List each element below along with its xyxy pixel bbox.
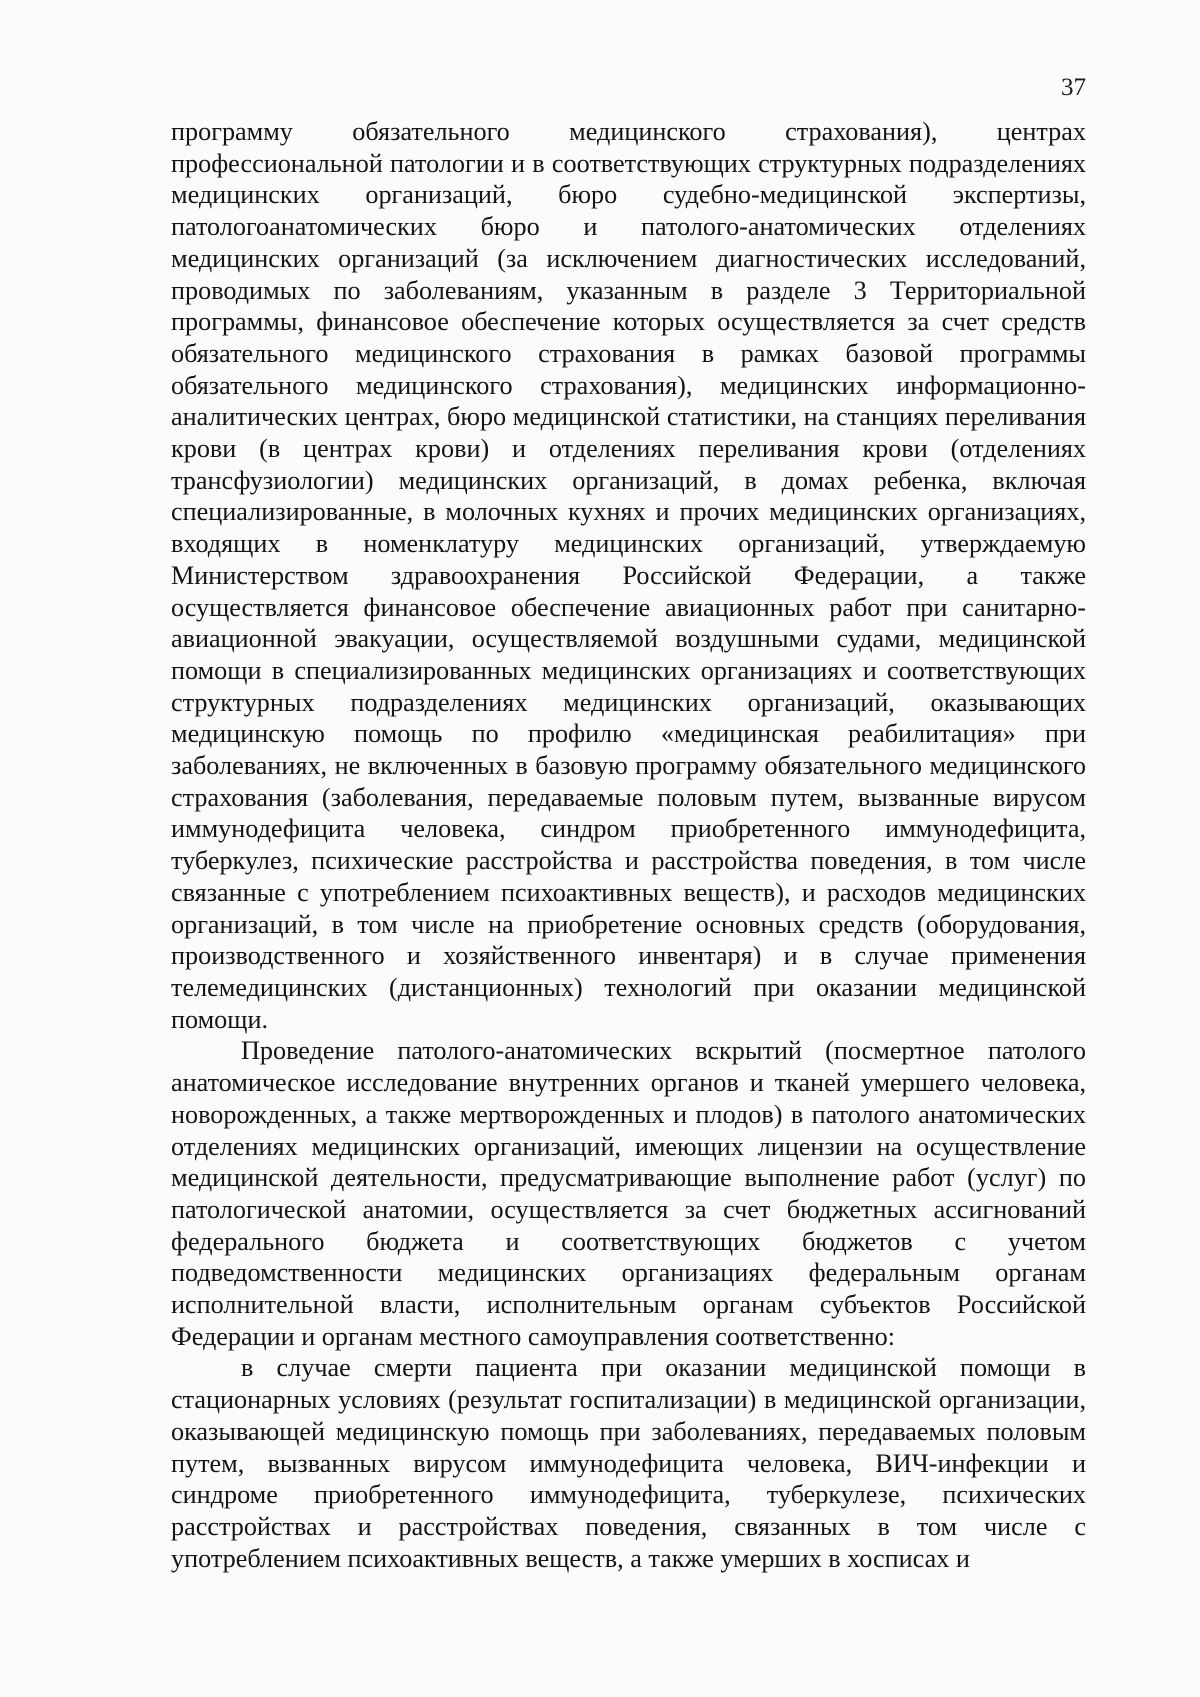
paragraph-1: программу обязательного медицинского страхования), центрах профессиональной патологии и в соответствующих структурных подразделениях медицинских организаций, бюро судебно-медицинской экспертизы, патологоанатомических бюро и патолого-анатомических отделениях медицинских организаций (за исключением диагностических исследований, проводимых по заболеваниям, указанным в разделе 3 Территориальной программы, финансовое обеспечение которых осуществляется за счет средств обязательного медицинского страхования в рамках базовой программы обязательного медицинского страхования), медицинских информационно-аналитических центрах, бюро медицинской статистики, на станциях переливания крови (в центрах крови) и отделениях переливания крови (отделениях трансфузиологии) медицинских организаций, в домах ребенка, включая специализированные, в молочных кухнях и прочих медицинских организациях, входящих в номенклатуру медицинских организаций, утверждаемую Министерством здравоохранения Российской Федерации, а также осуществляется финансовое обеспечение авиационных работ при санитарно-авиационной эвакуации, осуществляемой воздушными судами, медицинской помощи в специализированных медицинских организациях и соответствующих структурных подразделениях медицинских организаций, оказывающих медицинскую помощь по профилю «медицинская реабилитация» при заболеваниях, не включенных в базовую программу обязательного медицинского страхования (заболевания, передаваемые половым путем, вызванные вирусом иммунодефицита человека, синдром приобретенного иммунодефицита, туберкулез, психические расстройства и расстройства поведения, в том числе связанные с употреблением психоактивных веществ), и расходов медицинских организаций, в том числе на приобретение основных средств (оборудования, производственного и хозяйственного инвентаря) и в случае применения телемедицинских (дистанционных) технологий при оказании медицинской помощи.	[171, 117, 1086, 1034]
paragraph-3: в случае смерти пациента при оказании медицинской помощи в стационарных условиях (результат госпитализации) в медицинской организации, оказывающей медицинскую помощь при заболеваниях, передаваемых половым путем, вызванных вирусом иммунодефицита человека, ВИЧ-инфекции и синдроме приобретенного иммунодефицита, туберкулезе, психических расстройствах и расстройствах поведения, связанных в том числе с употреблением психоактивных веществ, а также умерших в хосписах и	[171, 1353, 1086, 1573]
page-number: 37	[1061, 74, 1086, 101]
paragraph-2: Проведение патолого-анатомических вскрытий (посмертное патолого анатомическое исследование внутренних органов и тканей умершего человека, новорожденных, а также мертворожденных и плодов) в патолого анатомических отделениях медицинских организаций, имеющих лицензии на осуществление медицинской деятельности, предусматривающие выполнение работ (услуг) по патологической анатомии, осуществляется за счет бюджетных ассигнований федерального бюджета и соответствующих бюджетов с учетом подведомственности медицинских организациях федеральным органам исполнительной власти, исполнительным органам субъектов Российской Федерации и органам местного самоуправления соответственно:	[171, 1036, 1086, 1351]
body-text	[171, 116, 1086, 1574]
